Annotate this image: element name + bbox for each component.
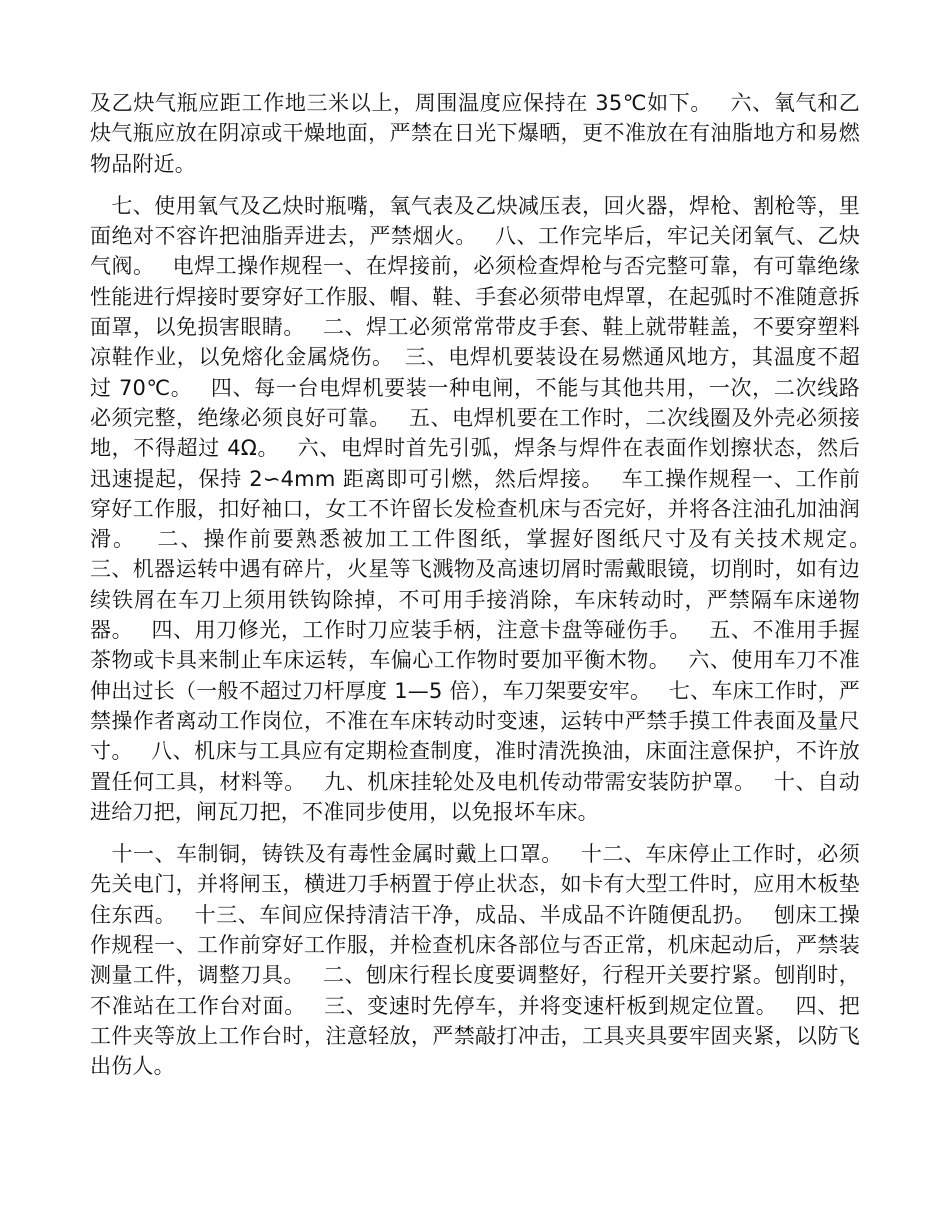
paragraph-2: 七、使用氧气及乙炔时瓶嘴，氧气表及乙炔减压表，回火器，焊枪、割枪等，里面绝对不容许把油脂弄进去，严禁烟火。 八、工作完毕后，牢记关闭氧气、乙炔气阀。 电焊工操作规程一、在焊接前，必须检查焊枪与否完整可靠，有可靠绝缘性能进行焊接时要穿好工作服、帽、鞋、手套必须带电焊罩，在起弧时不准随意拆面罩，以免损害眼睛。 二、焊工必须常常带皮手套、鞋上就带鞋盖，不要穿塑料凉鞋作业，以免熔化金属烧伤。 三、电焊机要装设在易燃通风地方，其温度不超过 70℃。 四、每一台电焊机要装一种电闸，不能与其他共用，一次，二次线路必须完整，绝缘必须良好可靠。 五、电焊机要在工作时，二次线圈及外壳必须接地，不得超过 4Ω。 六、电焊时首先引弧，焊条与焊件在表面作划擦状态，然后迅速提起，保持 2∽4mm 距离即可引燃，然后焊接。 车工操作规程一、工作前穿好工作服，扣好袖口，女工不许留长发检查机床与否完好，并将各注油孔加油润滑。 二、操作前要熟悉被加工工件图纸，掌握好图纸尺寸及有关技术规定。 三、机器运转中遇有碎片，火星等飞溅物及高速切屑时需戴眼镜，切削时，如有边续铁屑在车刀上须用铁钩除掉，不可用手接消除，车床转动时，严禁隔车床递物器。 四、用刀修光，工作时刀应装手柄，注意卡盘等碰伤手。 五、不准用手握茶物或卡具来制止车床运转，车偏心工作物时要加平衡木物。 六、使用车刀不准伸出过长（一般不超过刀杆厚度 1—5 倍），车刀架要安牢。 七、车床工作时，严禁操作者离动工作岗位，不准在车床转动时变速，运转中严禁手摸工件表面及量尺寸。 八、机床与工具应有定期检查制度，准时清洗换油，床面注意保护，不许放置任何工具，材料等。 九、机床挂轮处及电机传动带需安装防护罩。 十、自动进给刀把，闸瓦刀把，不准同步使用，以免报坏车床。 bbox=[90, 193, 889, 824]
paragraph-1: 及乙炔气瓶应距工作地三米以上，周围温度应保持在 35℃如下。 六、氧气和乙炔气瓶应放在阴凉或干燥地面，严禁在日光下爆晒，更不准放在有油脂地方和易燃物品附近。 bbox=[90, 91, 860, 176]
document-body bbox=[90, 88, 889, 1082]
paragraph-3: 十一、车制铜，铸铁及有毒性金属时戴上口罩。 十二、车床停止工作时，必须先关电门，并将闸玉，横进刀手柄置于停止状态，如卡有大型工件时，应用木板垫住东西。 十三、车间应保持清洁干净，成品、半成品不许随便乱扔。 刨床工操作规程一、工作前穿好工作服，并检查机床各部位与否正常，机床起动后，严禁装测量工件，调整刀具。 二、刨床行程长度要调整好，行程开关要拧紧。刨削时，不准站在工作台对面。 三、变速时先停车，并将变速杆板到规定位置。 四、把工件夹等放上工作台时，注意轻放，严禁敲打冲击，工具夹具要牢固夹紧，以防飞出伤人。 bbox=[90, 842, 860, 1079]
